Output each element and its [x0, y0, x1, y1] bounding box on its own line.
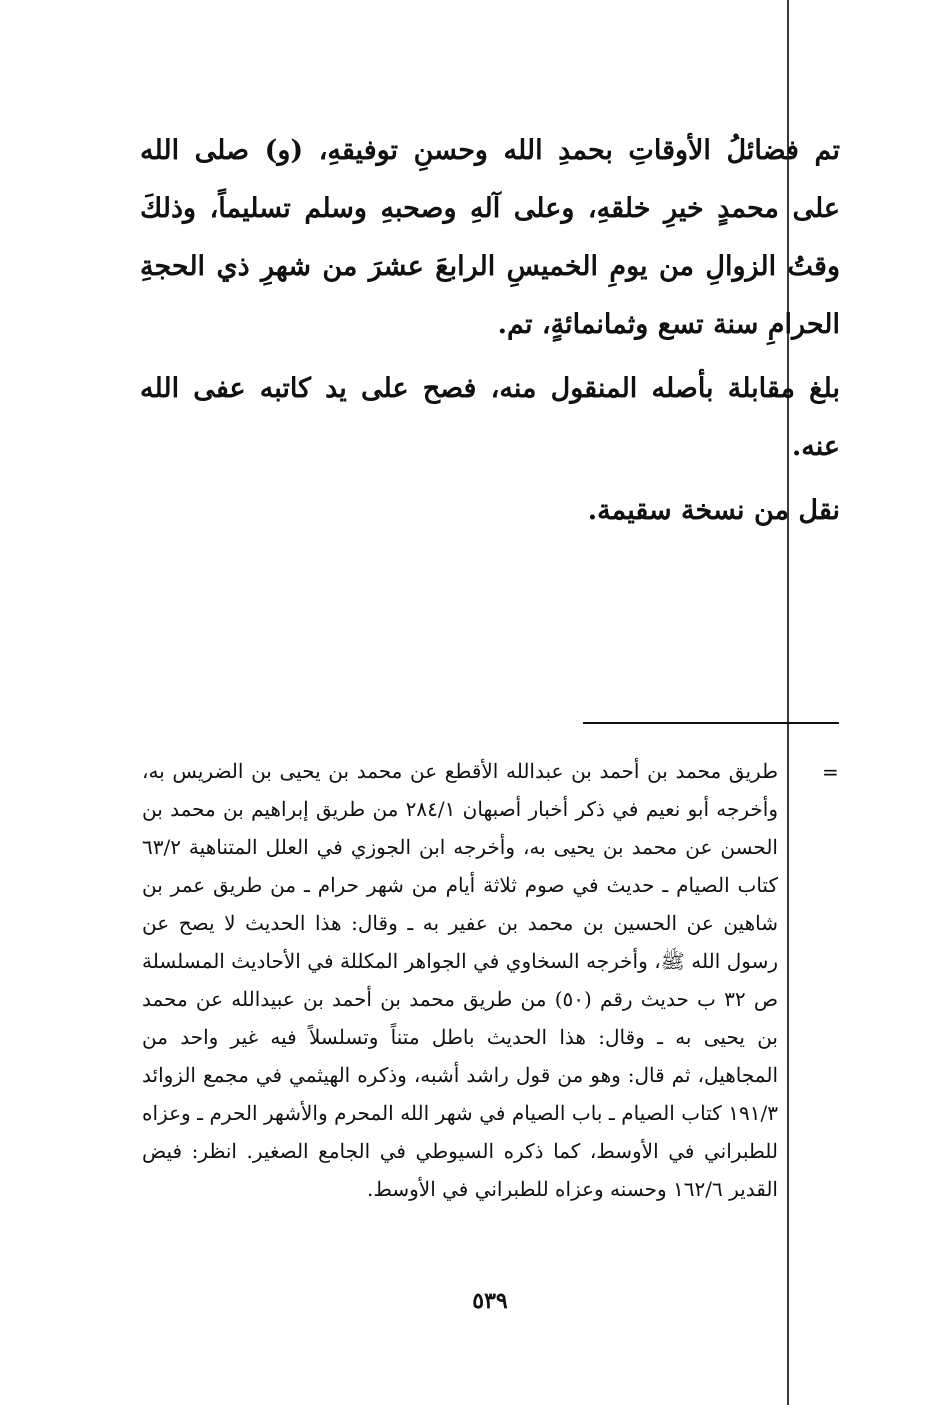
collation-note: بلغ مقابلة بأصله المنقول منه، فصح على يد كاتبه عفى الله عنه.	[140, 373, 840, 462]
footnote-text: طريق محمد بن أحمد بن عبدالله الأقطع عن محمد بن يحيى بن الضريس به، وأخرجه أبو نعيم في ذكر أخبار أصبهان ٢٨٤/١ من طريق إبراهيم بن محمد بن الحسن عن محمد بن يحيى به، وأخرجه ابن الجوزي في العلل المتناهية ٦٣/٢ كتاب الصيام ـ حديث في صوم ثلاثة أيام من شهر حرام ـ من طريق عمر بن شاهين عن الحسين بن محمد بن عفير به ـ وقال: هذا الحديث لا يصح عن رسول الله ﷺ، وأخرجه السخاوي في الجواهر المكللة في الأحاديث المسلسلة ص ٣٢ ب حديث رقم (٥٠) من طريق محمد بن أحمد بن عبيدالله عن محمد بن يحيى به ـ وقال: هذا الحديث باطل متناً وتسلسلاً فيه غير واحد من المجاهيل، ثم قال: وهو من قول راشد أشبه، وذكره الهيثمي في مجمع الزوائد ١٩١/٣ كتاب الصيام ـ باب الصيام في شهر الله المحرم والأشهر الحرم ـ وعزاه للطبراني في الأوسط، كما ذكره السيوطي في الجامع الصغير. انظر: فيض القدير ١٦٢/٦ وحسنه وعزاه للطبراني في الأوسط.	[142, 759, 779, 1201]
footnote-continuation-mark: =	[822, 760, 839, 784]
footnote-separator	[583, 722, 839, 724]
footnote-block	[142, 752, 778, 1208]
copy-source-note: نقل من نسخة سقيمة.	[587, 495, 840, 526]
colophon-paragraph: تم فضائلُ الأوقاتِ بحمدِ الله وحسنِ توفيقهِ، (و) صلى الله على محمدٍ خيرِ خلقهِ، وعلى آلهِ وصحبهِ وسلم تسليماً، وذلكَ وقتُ الزوالِ من يومِ الخميسِ الرابعَ عشرَ من شهرِ ذي الحجةِ الحرامِ سنة تسع وثمانمائةٍ، تم.	[140, 135, 840, 340]
page-number: ٥٣٩	[472, 1288, 508, 1314]
main-text-block	[140, 122, 840, 546]
